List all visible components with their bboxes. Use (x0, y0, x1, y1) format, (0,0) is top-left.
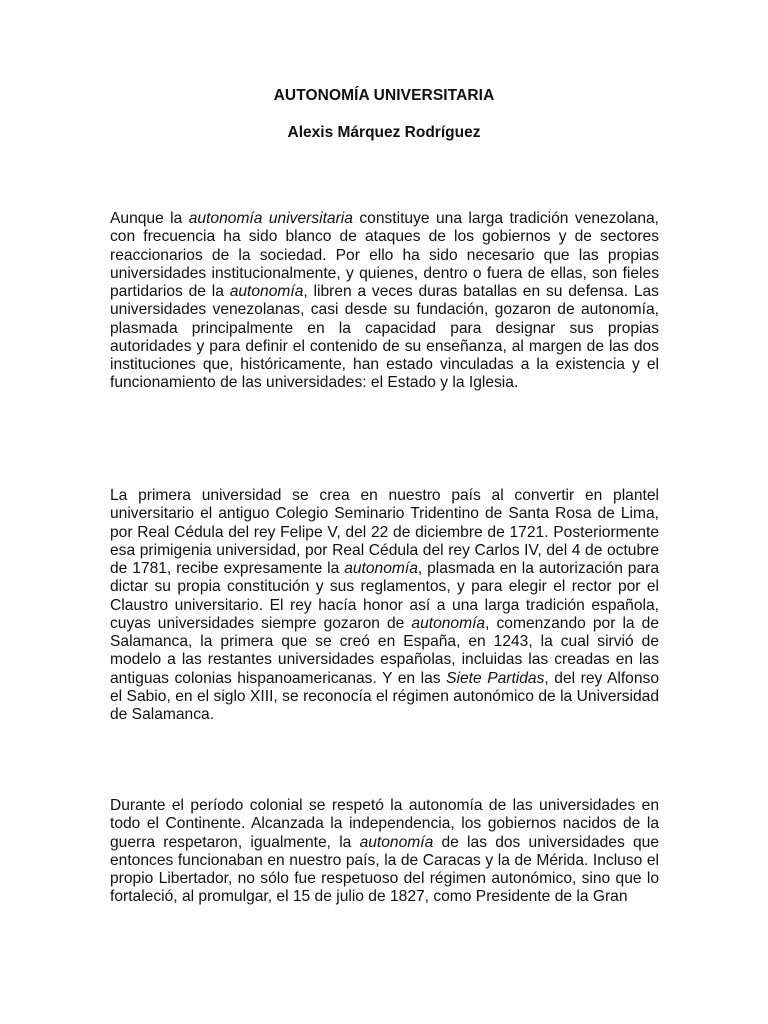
italic-run: autonomía (229, 283, 304, 300)
paragraph-1 (110, 210, 659, 393)
text-run: , plasmada en la autorización para dictar su propia constitución y sus reglamentos, y para elegir el rector por el Claustro universitario. El rey hacía honor así a una larga tradición española, cuyas universidades siempre gozaron de (110, 560, 659, 632)
text-run: Durante el período colonial se respetó la autonomía de las universidades en todo el Continente. Alcanzada la independencia, los gobiernos nacidos de la guerra respetaron, igualmente, la (110, 797, 659, 851)
text-run: La primera universidad se crea en nuestro país al convertir en plantel universitario el antiguo Colegio Seminario Tridentino de Santa Rosa de Lima, por Real Cédula del rey Felipe V, del 22 de diciembre de 1721. Posteriormente esa primigenia universidad, por Real Cédula del rey Carlos IV, del 4 de octubre de 1781, recibe expresamente la (110, 487, 659, 577)
document-title: AUTONOMÍA UNIVERSITARIA (273, 87, 495, 104)
italic-run: autonomía (411, 614, 486, 632)
italic-run: autonomía (344, 560, 418, 577)
paragraph-2 (110, 487, 659, 724)
italic-run: Siete Partidas (446, 669, 545, 687)
text-run: Aunque la (110, 210, 189, 227)
text-run: constituye una larga tradición venezolana, con frecuencia ha sido blanco de ataques de los gobiernos y de sectores reaccionarios de la sociedad. Por ello ha sido necesario que las propias universidades institucionalmente, y quienes, dentro o fuera de ellas, son fieles partidarios de la (110, 210, 659, 300)
text-run: de las dos universidades que entonces funcionaban en nuestro país, la de Caracas y la de Mérida. Incluso el propio Libertador, no sólo fue respetuoso del régimen autonómico, sino que lo fortaleció, al promulgar, el 15 de julio de 1827, como Presidente de la Gran (110, 833, 660, 906)
paragraph-3 (110, 797, 659, 907)
document-author: Alexis Márquez Rodríguez (287, 124, 481, 141)
text-run: , libren a veces duras batallas en su defensa. Las universidades venezolanas, casi desde su fundación, gozaron de autonomía, plasmada principalmente en la capacidad para designar sus propias autoridades y para definir el contenido de su enseñanza, al margen de las dos instituciones que, históricamente, han estado vinculadas a la existencia y el funcionamiento de las universidades: el Estado y la Iglesia. (110, 283, 659, 392)
italic-run: autonomía (359, 833, 434, 851)
text-run: , comenzando por la de Salamanca, la primera que se creó en España, en 1243, la cual sirvió de modelo a las restantes universidades españolas, incluidas las creadas en las antiguas colonias hispanoamericanas. Y en las (110, 614, 659, 687)
italic-run: autonomía universitaria (188, 210, 353, 227)
text-run: , del rey Alfonso el Sabio, en el siglo XIII, se reconocía el régimen autonómico de la Universidad de Salamanca. (110, 669, 659, 723)
